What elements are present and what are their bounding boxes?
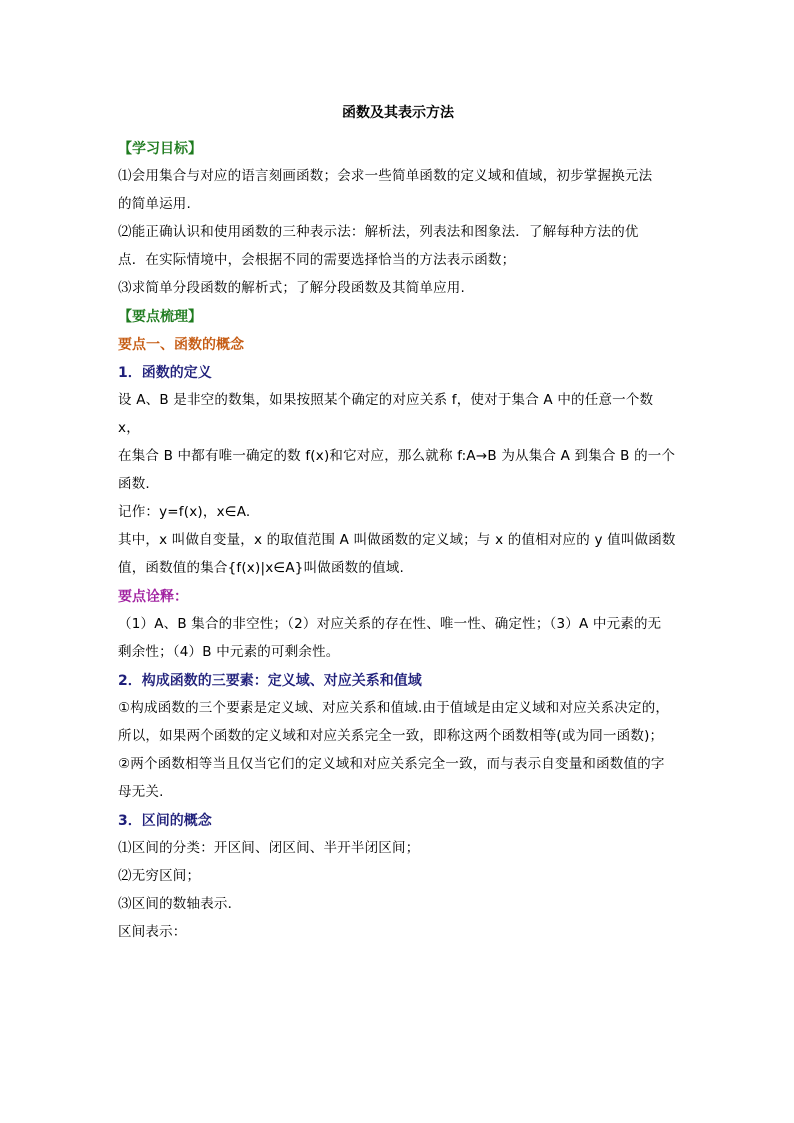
objective-line: 点．在实际情境中，会根据不同的需要选择恰当的方法表示函数； xyxy=(118,252,516,268)
elements-line: 母无关. xyxy=(118,784,164,800)
note-title: 要点诠释： xyxy=(118,589,188,605)
definition-line: 设 A、B 是非空的数集，如果按照某个确定的对应关系 f，使对于集合 A 中的任意一个数 x， xyxy=(118,392,654,436)
objectives-header: 【学习目标】 xyxy=(118,141,202,157)
objective-line: ⑴会用集合与对应的语言刻画函数；会求一些简单函数的定义域和值域，初步掌握换元法 xyxy=(118,168,653,184)
interval-line: ⑶区间的数轴表示． xyxy=(118,896,242,912)
definition-line: 函数. xyxy=(118,476,150,492)
objective-line: 的简单运用. xyxy=(118,196,191,212)
definition-title: 1．函数的定义 xyxy=(118,365,212,381)
elements-line: 所以，如果两个函数的定义域和对应关系完全一致，即称这两个函数相等(或为同一函数)； xyxy=(118,728,664,744)
interval-title: 3．区间的概念 xyxy=(118,813,212,829)
elements-line: ②两个函数相等当且仅当它们的定义域和对应关系完全一致，而与表示自变量和函数值的字 xyxy=(118,756,665,772)
interval-line: 区间表示： xyxy=(118,924,187,940)
definition-line: 在集合 B 中都有唯一确定的数 f(x)和它对应，那么就称 f:A→B 为从集合 A 到集合 B 的一个 xyxy=(118,448,676,464)
document-content xyxy=(118,100,678,946)
definition-line: 值，函数值的集合{f(x)|x∈A}叫做函数的值域. xyxy=(118,560,404,576)
interval-line: ⑵无穷区间； xyxy=(118,868,201,884)
definition-line: 记作：y=f(x)，x∈A. xyxy=(118,504,251,520)
summary-header: 【要点梳理】 xyxy=(118,309,202,325)
elements-line: ①构成函数的三个要素是定义域、对应关系和值域.由于值域是由定义域和对应关系决定的， xyxy=(118,700,670,716)
elements-title: 2．构成函数的三要素：定义域、对应关系和值域 xyxy=(118,673,422,689)
point1-header: 要点一、函数的概念 xyxy=(118,337,244,353)
page-title: 函数及其表示方法 xyxy=(342,105,454,121)
interval-line: ⑴区间的分类：开区间、闭区间、半开半闭区间； xyxy=(118,840,420,856)
note-line: 剩余性；（4）B 中元素的可剩余性。 xyxy=(118,644,340,660)
definition-line: 其中，x 叫做自变量，x 的取值范围 A 叫做函数的定义域；与 x 的值相对应的 y 值叫做函数 xyxy=(118,532,676,548)
objective-line: ⑵能正确认识和使用函数的三种表示法：解析法，列表法和图象法．了解每种方法的优 xyxy=(118,224,639,240)
note-line: （1）A、B 集合的非空性；（2）对应关系的存在性、唯一性、确定性；（3）A 中元素的无 xyxy=(118,616,662,632)
objective-line: ⑶求简单分段函数的解析式；了解分段函数及其简单应用. xyxy=(118,280,465,296)
